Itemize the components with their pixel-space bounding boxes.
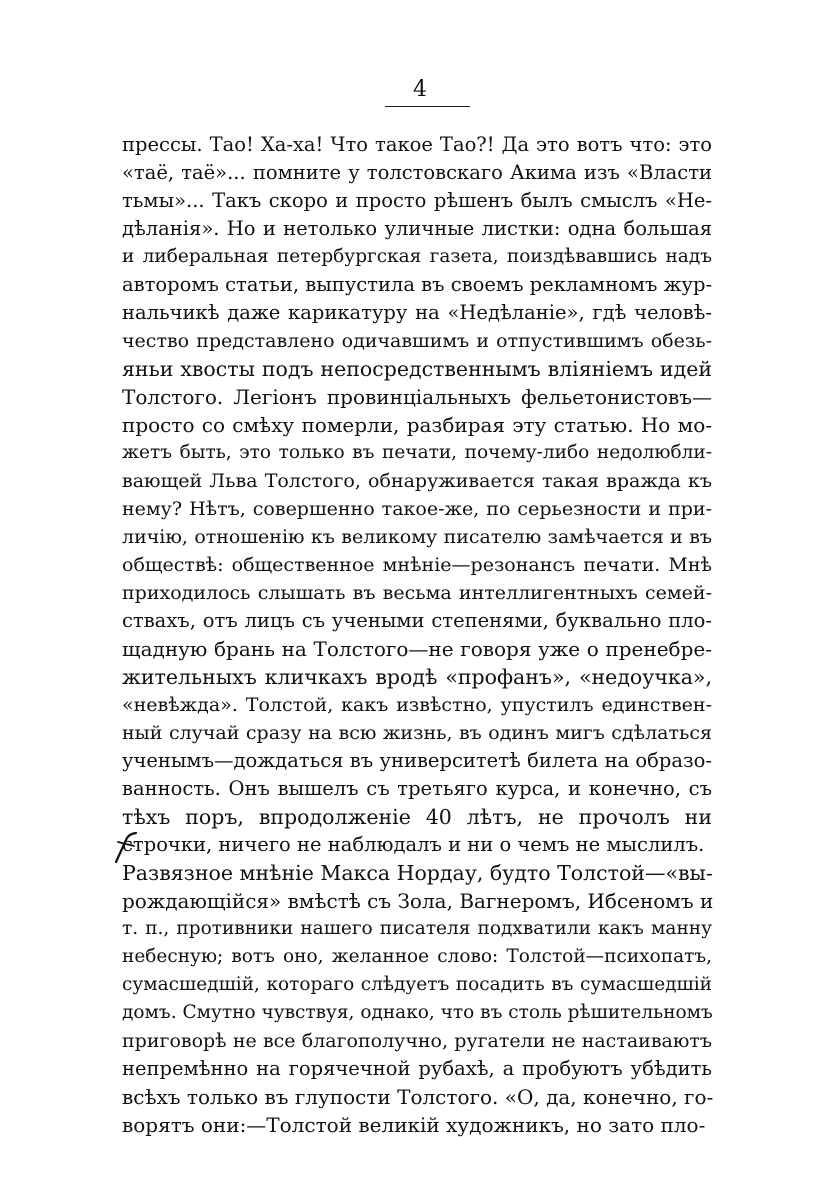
text-line: и либеральная петербургская газета, поиздѣвавшись надъ — [122, 246, 712, 267]
text-line: дѣланія». Но и нетолько уличные листки: одна большая — [122, 217, 712, 240]
text-line: небесную; вотъ оно, желанное слово: Толстой—психопатъ, — [122, 946, 712, 967]
text-line: просто со смѣху померли, разбирая эту статью. Но мо- — [122, 413, 712, 437]
text-line: «невѣжда». Толстой, какъ извѣстно, упустилъ единствен- — [122, 694, 712, 716]
text-line: жительныхъ кличкахъ вродѣ «профанъ», «недоучка», — [122, 665, 712, 689]
text-line: т. п., противники нашего писателя подхватили какъ манну — [122, 918, 712, 939]
paragraph-mark-icon — [112, 830, 142, 864]
text-line: ствахъ, отъ лицъ съ учеными степенями, буквально пло- — [122, 609, 712, 632]
text-line: ворятъ они:—Толстой великій художникъ, но зато пло- — [122, 1113, 706, 1137]
text-line: Развязное мнѣніе Макса Нордау, будто Толстой—«вы- — [122, 861, 713, 885]
text-line: яньи хвосты подъ непосредственнымъ вліяніемъ идей — [122, 357, 712, 381]
text-line: непремѣнно на горячечной рубахѣ, а пробуютъ убѣдить — [122, 1057, 712, 1080]
text-line: ный случай сразу на всю жизнь, въ одинъ мигъ сдѣлаться — [122, 722, 712, 744]
text-line: нему? Нѣтъ, совершенно такое-же, по серьезности и при- — [122, 498, 712, 520]
text-line: ванность. Онъ вышелъ съ третьяго курса, и конечно, съ — [122, 777, 712, 800]
text-line: всѣхъ только въ глупости Толстого. «О, да, конечно, го- — [122, 1085, 714, 1109]
text-line: тѣхъ поръ, впродолженіе 40 лѣтъ, не прочолъ ни — [122, 805, 712, 829]
text-line: строчки, ничего не наблюдалъ и ни о чемъ не мыслилъ. — [122, 833, 705, 856]
text-line: щадную брань на Толстого—не говоря уже о пренебре- — [122, 637, 712, 661]
text-line: личію, отношенію къ великому писателю замѣчается и въ — [122, 526, 712, 548]
text-line: рождающійся» вмѣстѣ съ Зола, Вагнеромъ, Ибсеномъ и — [122, 889, 714, 913]
text-line: «таё, таё»... помните у толстовскаго Акима изъ «Власти — [122, 161, 712, 184]
text-line: жетъ быть, это только въ печати, почему-либо недолюбли- — [122, 442, 712, 463]
text-line: чество представлено одичавшимъ и отпустившимъ обезь- — [122, 330, 712, 352]
text-line: нальчикѣ даже карикатуру на «Недѣланіе», гдѣ человѣ- — [122, 301, 712, 324]
text-line: вающей Льва Толстого, обнаруживается такая вражда къ — [122, 470, 712, 492]
text-line: приходилось слышать въ весьма интеллигентныхъ семей- — [122, 582, 712, 604]
page-number: 4 — [413, 77, 427, 102]
text-line: домъ. Смутно чувствуя, однако, что въ столь рѣшительномъ — [122, 1002, 713, 1023]
text-line: Толстого. Легіонъ провинціальныхъ фельетонистовъ— — [122, 385, 712, 409]
text-line: обществѣ: общественное мнѣніе—резонансъ печати. Мнѣ — [122, 554, 712, 576]
text-line: прессы. Тао! Ха-ха! Что такое Тао?! Да это вотъ что: это — [122, 133, 712, 156]
text-line: авторомъ статьи, выпустила въ своемъ рекламномъ жур- — [122, 273, 713, 296]
text-line: сумасшедшій, котораго слѣдуетъ посадить въ сумасшедшій — [122, 974, 712, 995]
text-line: ученымъ—дождаться въ университетѣ билета на образо- — [122, 749, 712, 772]
text-line: приговорѣ не все благополучно, ругатели не настаиваютъ — [122, 1030, 712, 1052]
text-line: тьмы»... Такъ скоро и просто рѣшенъ былъ смыслъ «Не- — [122, 189, 712, 212]
